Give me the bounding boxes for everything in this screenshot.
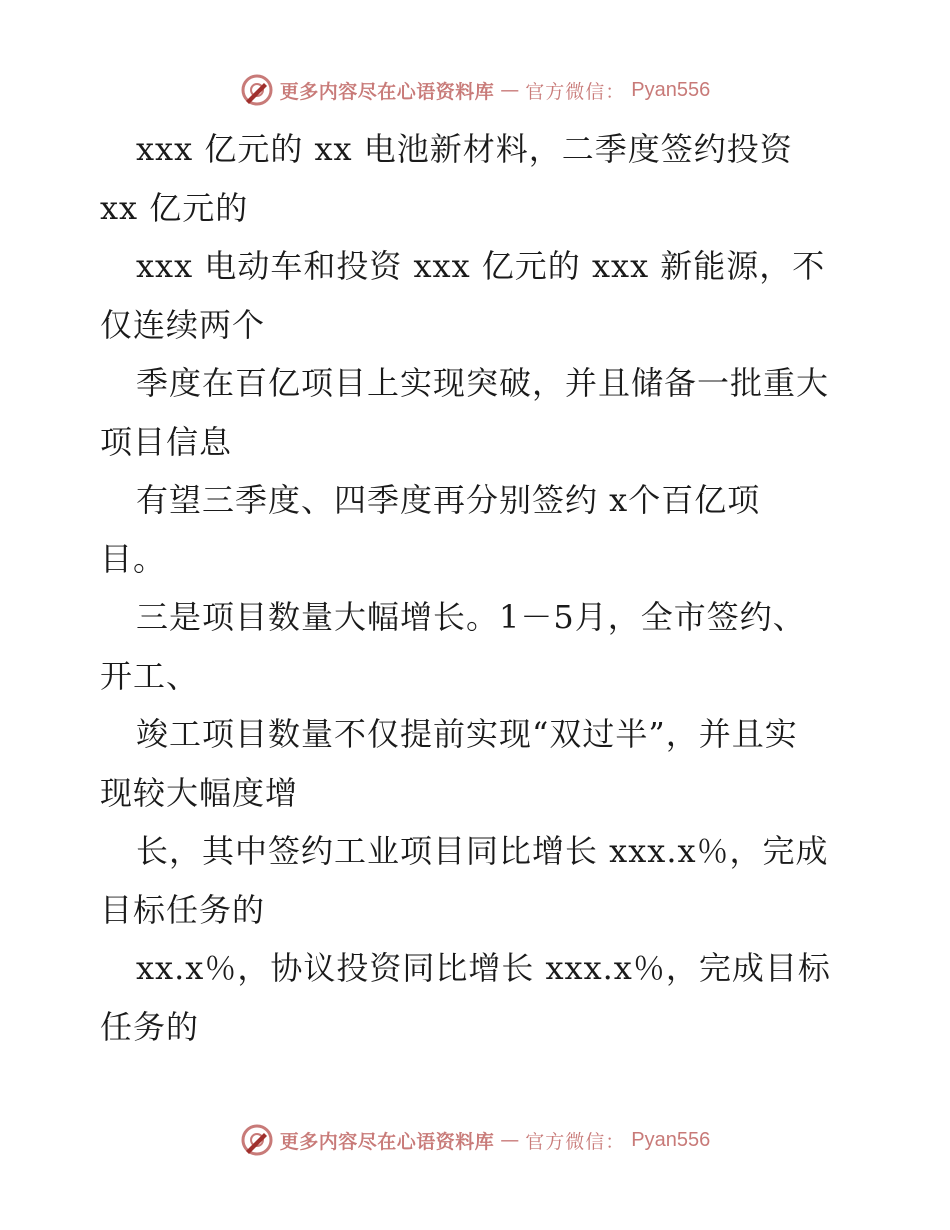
- watermark-wechat-label: 官方微信：: [525, 80, 626, 103]
- watermark-wechat-id: Pyan556: [631, 78, 711, 101]
- footer-watermark: [0, 1120, 950, 1160]
- watermark-wechat-label: 官方微信：: [525, 1130, 626, 1153]
- text-line: 现较大幅度增: [100, 773, 299, 812]
- text-line: 季度在百亿项目上实现突破，并且储备一批重大: [136, 364, 830, 402]
- logo-icon: [240, 73, 274, 107]
- text-line: xx 亿元的: [100, 188, 249, 227]
- logo-icon: [240, 1123, 274, 1157]
- text-line: 目。: [100, 539, 167, 578]
- watermark-wechat-id: Pyan556: [631, 1128, 711, 1151]
- text-line: 目标任务的: [100, 890, 266, 929]
- text-line: 开工、: [100, 656, 200, 695]
- text-line: 三是项目数量大幅增长。1－5月，全市签约、: [136, 598, 806, 636]
- header-watermark: [0, 70, 950, 110]
- watermark-site-text: 更多内容尽在心语资料库: [279, 80, 495, 103]
- document-body: [100, 120, 860, 1056]
- text-line: xxx 亿元的 xx 电池新材料，二季度签约投资: [136, 130, 793, 168]
- text-line: 项目信息: [100, 422, 233, 461]
- text-line: 任务的: [100, 1007, 200, 1046]
- text-line: xx.x％，协议投资同比增长 xxx.x％，完成目标: [136, 949, 831, 987]
- watermark-separator: —: [500, 79, 520, 101]
- text-line: 有望三季度、四季度再分别签约 x个百亿项: [136, 481, 761, 519]
- text-line: 仅连续两个: [100, 305, 266, 344]
- watermark-separator: —: [500, 1129, 520, 1151]
- text-line: 长，其中签约工业项目同比增长 xxx.x％，完成: [136, 832, 829, 870]
- watermark-site-text: 更多内容尽在心语资料库: [279, 1130, 495, 1153]
- text-line: xxx 电动车和投资 xxx 亿元的 xxx 新能源，不: [136, 247, 826, 285]
- text-line: 竣工项目数量不仅提前实现“双过半”，并且实: [136, 715, 798, 753]
